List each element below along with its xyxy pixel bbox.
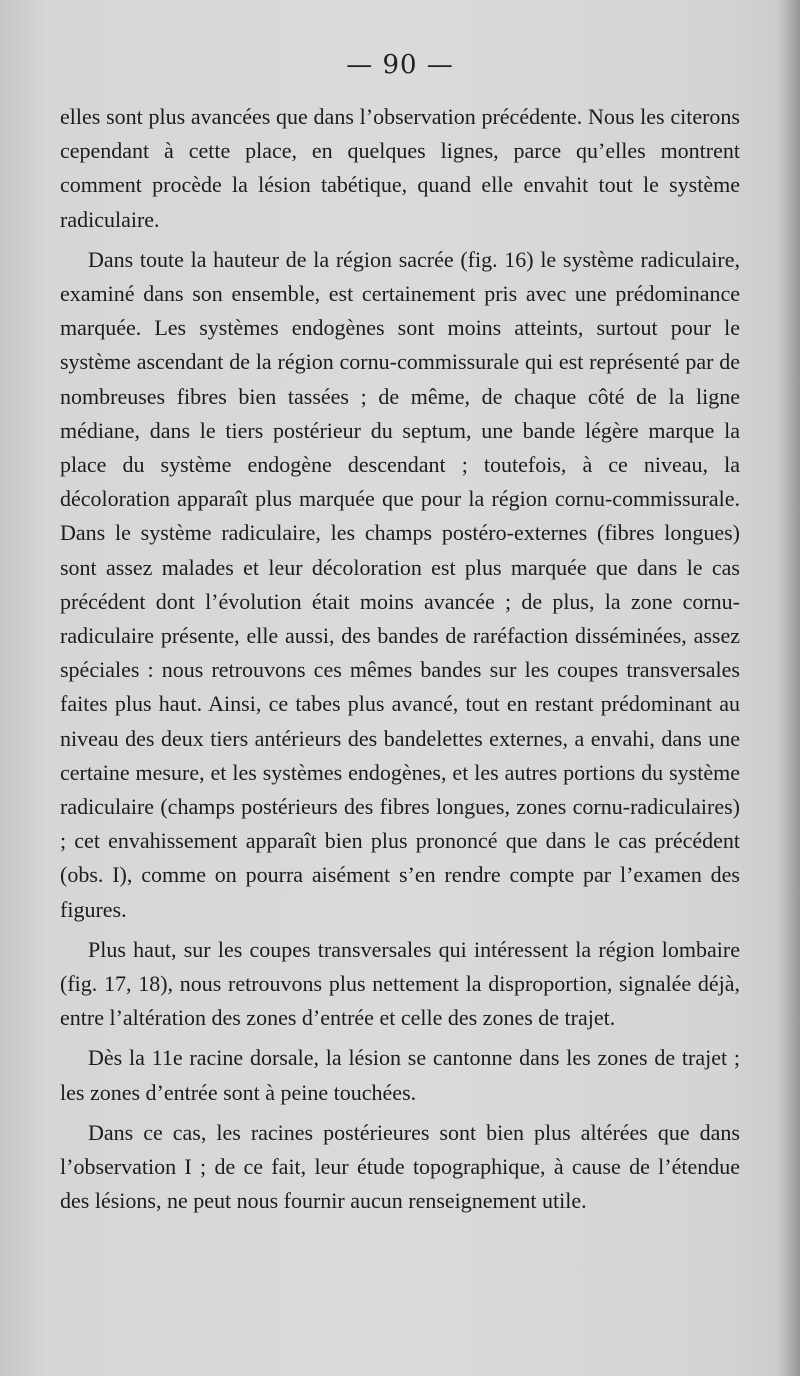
page-number: — 90 — <box>346 50 454 80</box>
paragraph-4: Dès la 11e racine dorsale, la lésion se cantonne dans les zones de trajet ; les zones d’entrée sont à peine touchées. <box>60 1045 740 1105</box>
paragraph-5: Dans ce cas, les racines postérieures sont bien plus altérées que dans l’observation I ; de ce fait, leur étude topographique, à cause de l’étendue des lésions, ne peut nous fournir aucun renseignement utile. <box>60 1119 740 1214</box>
paragraph-1: elles sont plus avancées que dans l’observation précédente. Nous les citerons cependant à cette place, en quelques lignes, parce qu’elles montrent comment procède la lésion tabétique, quand elle envahit tout le système radiculaire. <box>60 104 740 232</box>
page-edge-shadow <box>778 0 800 1376</box>
paragraph-2: Dans toute la hauteur de la région sacrée (fig. 16) le système radiculaire, examiné dans son ensemble, est certainement pris avec une prédominance marquée. Les systèmes endogènes sont moins atteints, surtout pour le système ascendant de la région cornu-commissurale qui est représenté par de nombreuses fibres bien tassées ; de même, de chaque côté de la ligne médiane, dans le tiers postérieur du septum, une bande légère marque la place du système endogène descendant ; toutefois, à ce niveau, la décoloration apparaît plus marquée que pour la région cornu-commissurale. Dans le système radiculaire, les champs postéro-externes (fibres longues) sont assez malades et leur décoloration est plus marquée que dans le cas précédent dont l’évolution était moins avancée ; de plus, la zone cornu-radiculaire présente, elle aussi, des bandes de raréfaction disséminées, assez spéciales : nous retrouvons ces mêmes bandes sur les coupes transversales faites plus haut. Ainsi, ce tabes plus avancé, tout en restant prédominant au niveau des deux tiers antérieurs des bandelettes externes, a envahi, dans une certaine mesure, et les systèmes endogènes, et les autres portions du système radiculaire (champs postérieurs des fibres longues, zones cornu-radiculaires) ; cet envahissement apparaît bien plus prononcé que dans le cas précédent (obs. I), comme on pourra aisément s’en rendre compte par l’examen des figures. <box>60 246 740 922</box>
body-text <box>60 100 740 1225</box>
paragraph-3: Plus haut, sur les coupes transversales qui intéressent la région lombaire (fig. 17, 18), nous retrouvons plus nettement la disproportion, signalée déjà, entre l’altération des zones d’entrée et celle des zones de trajet. <box>60 936 740 1031</box>
